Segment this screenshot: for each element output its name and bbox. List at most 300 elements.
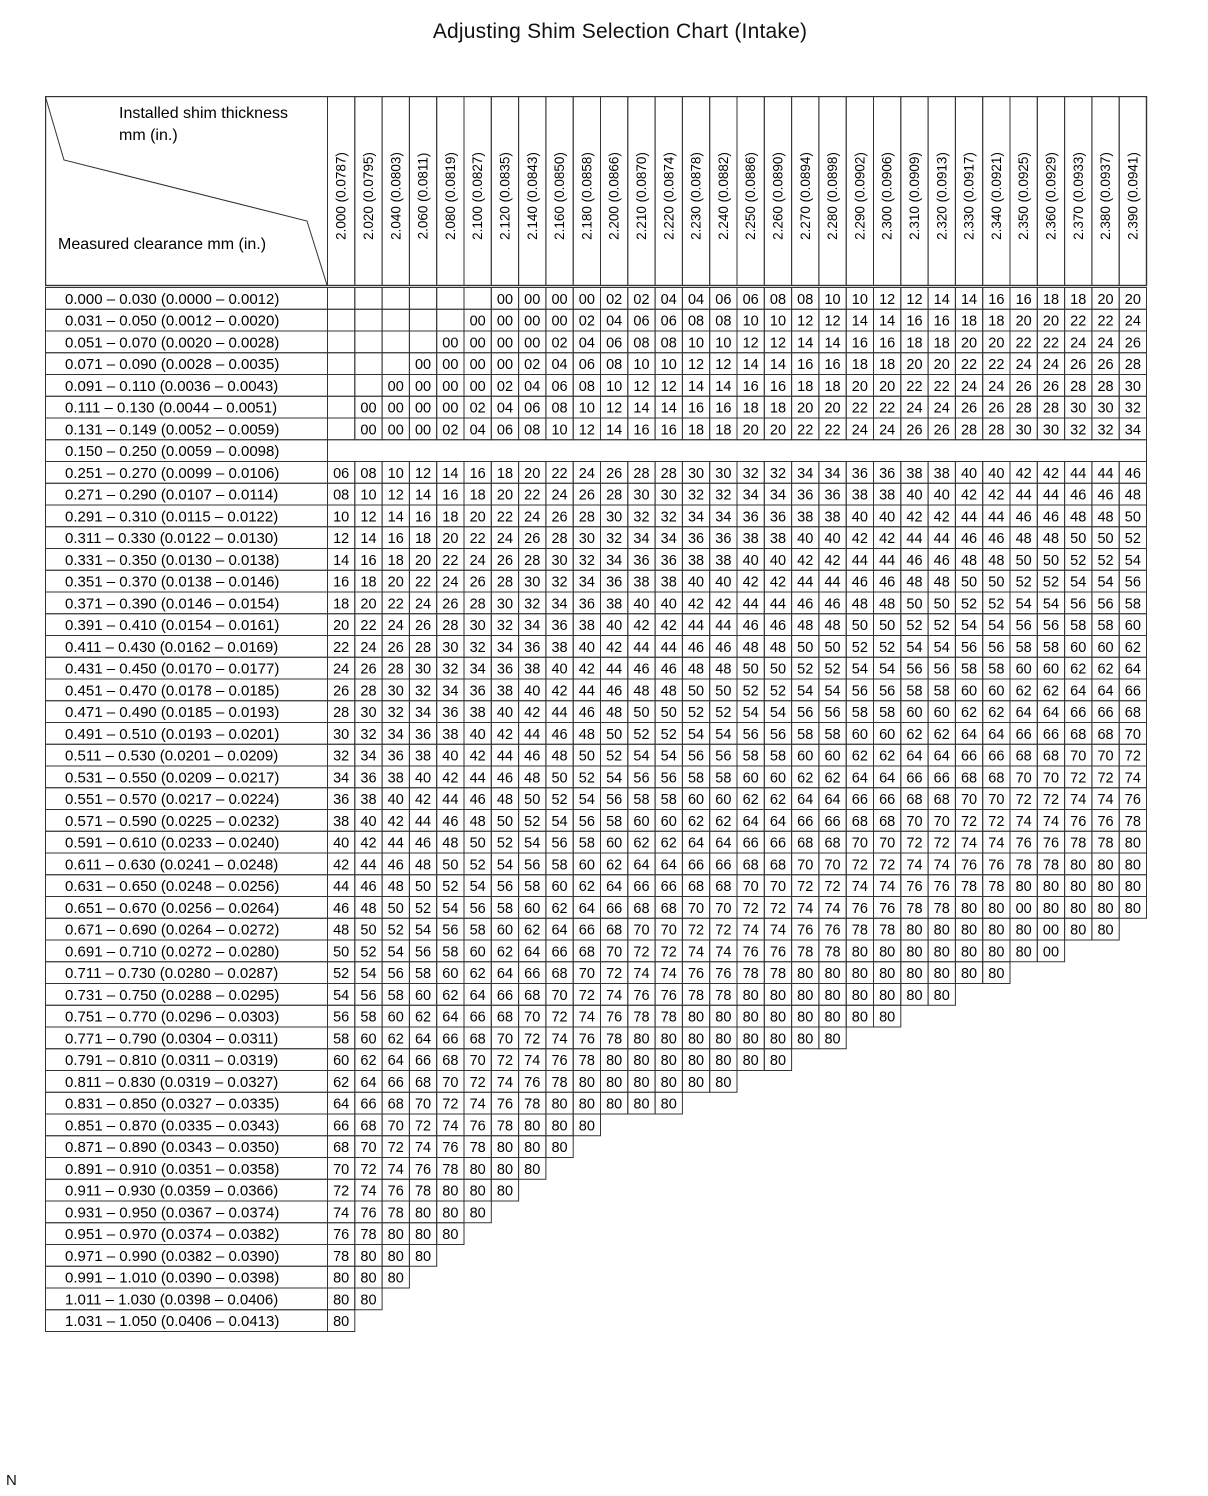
shim-number: 68 [333, 1140, 350, 1156]
shim-number: 78 [633, 1009, 650, 1026]
shim-number: 80 [960, 966, 978, 982]
table-row [46, 1049, 792, 1071]
shim-number: 64 [360, 1074, 377, 1091]
shim-number: 16 [469, 465, 486, 482]
shim-number: 22 [496, 509, 514, 526]
shim-number: 64 [1124, 661, 1141, 678]
shim-number: 66 [906, 770, 923, 787]
shim-number: 80 [1097, 879, 1114, 895]
shim-number: 66 [469, 1009, 486, 1026]
shim-number: 04 [524, 378, 541, 395]
shim-number: 60 [715, 792, 732, 808]
shim-number: 80 [1097, 857, 1114, 874]
column-header-label: 2.020 (0.0795) [360, 152, 376, 240]
row-label: 0.931 – 0.950 (0.0367 – 0.0374) [65, 1204, 280, 1222]
blank-cell [409, 309, 436, 331]
shim-number: 80 [906, 966, 923, 982]
shim-number: 26 [469, 574, 486, 591]
shim-number: 40 [633, 596, 650, 613]
shim-number: 80 [606, 1074, 623, 1091]
shim-number: 78 [1070, 835, 1087, 852]
shim-number: 30 [524, 574, 541, 591]
measured-clearance-label: Measured clearance mm (in.) [58, 236, 267, 253]
shim-number: 08 [333, 487, 350, 504]
shim-number: 44 [797, 574, 814, 591]
shim-number: 46 [1042, 509, 1060, 526]
shim-number: 08 [660, 335, 677, 352]
shim-number: 56 [360, 987, 377, 1004]
shim-number: 10 [742, 313, 759, 330]
shim-number: 06 [578, 357, 595, 373]
shim-number: 40 [387, 792, 404, 808]
shim-number: 36 [769, 509, 787, 526]
table-row [46, 288, 1147, 310]
shim-number: 04 [606, 313, 623, 330]
shim-number: 60 [496, 922, 514, 939]
shim-number: 80 [333, 1292, 350, 1309]
shim-number: 62 [824, 770, 841, 787]
shim-number: 26 [333, 683, 350, 700]
shim-number: 80 [960, 900, 978, 917]
shim-number: 54 [906, 639, 923, 656]
shim-number: 74 [524, 1053, 541, 1069]
shim-number: 64 [1070, 683, 1087, 700]
shim-number: 48 [524, 770, 541, 787]
shim-number: 46 [660, 661, 677, 678]
shim-number: 10 [578, 400, 595, 417]
row-label: 0.571 – 0.590 (0.0225 – 0.0232) [65, 812, 280, 830]
shim-number: 80 [469, 1183, 486, 1200]
shim-number: 32 [333, 748, 350, 765]
shim-number: 62 [660, 835, 677, 852]
shim-number: 26 [496, 552, 514, 569]
shim-number: 44 [606, 661, 623, 678]
table-row [46, 505, 1147, 527]
shim-number: 80 [769, 1031, 787, 1048]
shim-number: 24 [906, 400, 923, 417]
shim-number: 20 [851, 378, 868, 395]
shim-number: 10 [633, 357, 650, 373]
shim-number: 34 [742, 487, 759, 504]
shim-number: 00 [524, 291, 541, 308]
shim-number: 08 [797, 291, 814, 308]
shim-number: 74 [824, 900, 841, 917]
shim-number: 08 [606, 357, 623, 373]
shim-number: 64 [824, 792, 841, 808]
shim-number: 80 [879, 944, 896, 961]
shim-number: 76 [524, 1074, 541, 1091]
shim-number: 68 [1015, 748, 1032, 765]
shim-number: 02 [442, 422, 459, 439]
shim-number: 28 [1070, 378, 1087, 395]
shim-number: 80 [933, 966, 950, 982]
shim-number: 72 [960, 813, 978, 830]
shim-number: 24 [960, 378, 978, 395]
shim-number: 80 [933, 944, 950, 961]
shim-number: 14 [660, 400, 677, 417]
shim-number: 80 [742, 987, 759, 1004]
shim-number: 54 [1124, 552, 1141, 569]
shim-number: 28 [387, 661, 404, 678]
shim-number: 60 [797, 748, 814, 765]
shim-number: 40 [906, 487, 923, 504]
shim-number: 26 [1042, 378, 1060, 395]
shim-number: 80 [851, 944, 868, 961]
shim-number: 16 [824, 357, 841, 373]
shim-number: 80 [496, 1161, 514, 1178]
shim-number: 68 [496, 1009, 514, 1026]
blank-cell [382, 309, 409, 331]
column-header-label: 2.260 (0.0890) [770, 152, 786, 240]
shim-number: 50 [606, 726, 623, 743]
shim-number: 18 [879, 357, 896, 373]
column-header-label: 2.230 (0.0878) [688, 152, 704, 240]
shim-number: 80 [960, 944, 978, 961]
shim-number: 80 [742, 1053, 759, 1069]
shim-number: 50 [824, 639, 841, 656]
shim-number: 12 [360, 509, 377, 526]
shim-number: 22 [906, 378, 923, 395]
shim-number: 58 [660, 792, 677, 808]
shim-number: 34 [414, 705, 432, 721]
shim-number: 10 [851, 291, 868, 308]
blank-cell [437, 288, 464, 310]
shim-number: 46 [524, 748, 541, 765]
shim-number: 74 [633, 966, 650, 982]
shim-number: 36 [333, 792, 350, 808]
shim-number: 62 [715, 813, 732, 830]
shim-number: 74 [360, 1183, 377, 1200]
shim-number: 36 [687, 531, 705, 547]
column-header-label: 2.240 (0.0882) [715, 152, 731, 240]
shim-number: 76 [715, 966, 732, 982]
shim-number: 54 [360, 966, 377, 982]
shim-number: 14 [687, 378, 705, 395]
shim-number: 52 [933, 618, 950, 634]
shim-number: 22 [414, 574, 432, 591]
shim-number: 04 [496, 400, 514, 417]
shim-number: 28 [414, 639, 432, 656]
shim-number: 28 [496, 574, 514, 591]
shim-number: 22 [988, 357, 1005, 373]
shim-number: 36 [578, 596, 595, 613]
shim-number: 36 [387, 748, 404, 765]
shim-number: 68 [387, 1096, 404, 1113]
shim-number: 80 [988, 966, 1005, 982]
table-row [46, 831, 1147, 853]
blank-cell [355, 331, 382, 353]
shim-number: 80 [442, 1227, 459, 1243]
shim-number: 72 [715, 922, 732, 939]
shim-number: 44 [879, 552, 896, 569]
shim-number: 16 [933, 313, 950, 330]
shim-number: 52 [1124, 531, 1141, 547]
shim-number: 70 [1042, 770, 1060, 787]
shim-number: 80 [824, 1009, 841, 1026]
shim-number: 48 [851, 596, 868, 613]
shim-number: 06 [715, 291, 732, 308]
shim-number: 78 [442, 1161, 459, 1178]
shim-number: 40 [606, 618, 623, 634]
shim-number: 58 [1042, 639, 1060, 656]
shim-number: 10 [660, 357, 677, 373]
shim-number: 68 [797, 835, 814, 852]
shim-number: 14 [879, 313, 896, 330]
shim-number: 78 [551, 1074, 568, 1091]
shim-number: 42 [824, 552, 841, 569]
shim-number: 40 [660, 596, 677, 613]
shim-number: 50 [442, 857, 459, 874]
shim-number: 52 [387, 922, 404, 939]
shim-number: 72 [879, 857, 896, 874]
shim-number: 68 [988, 770, 1005, 787]
row-label: 0.651 – 0.670 (0.0256 – 0.0264) [65, 899, 280, 917]
shim-number: 80 [797, 987, 814, 1004]
row-label: 0.391 – 0.410 (0.0154 – 0.0161) [65, 617, 280, 634]
shim-number: 68 [442, 1053, 459, 1069]
table-row [46, 984, 956, 1006]
shim-number: 00 [469, 357, 486, 373]
shim-number: 00 [524, 335, 541, 352]
shim-number: 56 [824, 705, 841, 721]
shim-number: 64 [333, 1096, 350, 1113]
column-header-label: 2.350 (0.0925) [1016, 152, 1032, 240]
shim-number: 18 [1042, 291, 1060, 308]
shim-number: 22 [442, 552, 459, 569]
shim-number: 44 [742, 596, 759, 613]
shim-number: 42 [469, 748, 486, 765]
shim-number: 42 [551, 683, 568, 700]
shim-number: 10 [687, 335, 705, 352]
shim-number: 46 [442, 813, 459, 830]
shim-number: 22 [933, 378, 950, 395]
shim-number: 62 [414, 1009, 432, 1026]
shim-number: 68 [824, 835, 841, 852]
shim-number: 80 [715, 1009, 732, 1026]
shim-number: 44 [1070, 465, 1087, 482]
shim-number: 78 [797, 944, 814, 961]
shim-number: 18 [715, 422, 732, 439]
shim-number: 54 [1042, 596, 1060, 613]
shim-number: 24 [333, 661, 350, 678]
shim-number: 60 [414, 987, 432, 1004]
shim-number: 64 [469, 987, 486, 1004]
shim-number: 70 [1070, 748, 1087, 765]
shim-number: 14 [824, 335, 841, 352]
shim-number: 32 [414, 683, 432, 700]
shim-number: 74 [469, 1096, 486, 1113]
shim-number: 02 [578, 313, 595, 330]
shim-number: 80 [824, 987, 841, 1004]
shim-number: 66 [687, 857, 705, 874]
shim-number: 54 [442, 900, 459, 917]
shim-number: 80 [1015, 944, 1032, 961]
column-header-label: 2.380 (0.0937) [1098, 152, 1114, 240]
shim-number: 10 [824, 291, 841, 308]
shim-number: 54 [988, 618, 1005, 634]
shim-number: 40 [715, 574, 732, 591]
shim-number: 44 [1042, 487, 1060, 504]
shim-number: 62 [960, 705, 978, 721]
shim-number: 00 [551, 291, 568, 308]
shim-number: 72 [606, 966, 623, 982]
shim-number: 24 [551, 487, 568, 504]
shim-number: 46 [387, 857, 404, 874]
table-row [46, 549, 1147, 571]
shim-number: 36 [414, 726, 432, 743]
shim-number: 80 [1015, 879, 1032, 895]
shim-number: 12 [633, 378, 650, 395]
blank-cell [355, 375, 382, 397]
row-label: 0.331 – 0.350 (0.0130 – 0.0138) [65, 551, 280, 569]
shim-number: 80 [387, 1227, 404, 1243]
shim-number: 70 [797, 857, 814, 874]
shim-number: 66 [715, 857, 732, 874]
shim-number: 60 [660, 813, 677, 830]
shim-number: 36 [496, 661, 514, 678]
shim-number: 28 [1015, 400, 1032, 417]
shim-number: 80 [769, 1009, 787, 1026]
shim-number: 66 [578, 922, 595, 939]
shim-number: 72 [1042, 792, 1060, 808]
table-row [46, 614, 1147, 636]
shim-number: 72 [824, 879, 841, 895]
shim-number: 42 [442, 770, 459, 787]
shim-number: 42 [360, 835, 377, 852]
shim-number: 56 [988, 639, 1005, 656]
shim-number: 64 [960, 726, 978, 743]
shim-number: 10 [360, 487, 377, 504]
shim-number: 80 [524, 1118, 541, 1135]
table-body [46, 288, 1147, 1332]
shim-number: 42 [879, 531, 896, 547]
blank-cell [464, 288, 491, 310]
shim-number: 24 [1070, 335, 1087, 352]
row-label: 0.951 – 0.970 (0.0374 – 0.0382) [65, 1226, 280, 1243]
shim-number: 70 [1124, 726, 1141, 743]
shim-number: 80 [1124, 857, 1141, 874]
shim-number: 62 [1015, 683, 1032, 700]
shim-number: 48 [879, 596, 896, 613]
shim-number: 14 [769, 357, 787, 373]
table-row [46, 744, 1147, 766]
shim-number: 72 [414, 1118, 432, 1135]
shim-number: 48 [360, 900, 377, 917]
shim-number: 16 [360, 552, 377, 569]
shim-number: 66 [824, 813, 841, 830]
shim-number: 66 [960, 748, 978, 765]
shim-number: 18 [687, 422, 705, 439]
shim-number: 54 [933, 639, 950, 656]
shim-number: 22 [387, 596, 404, 613]
shim-number: 28 [960, 422, 978, 439]
shim-number: 72 [933, 835, 950, 852]
shim-number: 50 [960, 574, 978, 591]
shim-number: 00 [469, 335, 486, 352]
shim-number: 54 [797, 683, 814, 700]
shim-number: 72 [797, 879, 814, 895]
shim-number: 66 [442, 1031, 459, 1048]
column-header-label: 2.160 (0.0850) [552, 152, 568, 240]
column-header-label: 2.340 (0.0921) [988, 152, 1004, 240]
shim-number: 66 [606, 900, 623, 917]
row-label: 0.000 – 0.030 (0.0000 – 0.0012) [65, 290, 280, 308]
shim-number: 62 [496, 944, 514, 961]
shim-number: 78 [769, 966, 787, 982]
shim-number: 58 [769, 748, 787, 765]
shim-number: 64 [606, 879, 623, 895]
shim-number: 74 [879, 879, 896, 895]
shim-number: 32 [687, 487, 705, 504]
shim-number: 40 [442, 748, 459, 765]
row-label: 0.131 – 0.149 (0.0052 – 0.0059) [65, 421, 280, 439]
shim-number: 78 [906, 900, 923, 917]
shim-number: 14 [933, 291, 950, 308]
shim-number: 64 [414, 1031, 432, 1048]
shim-number: 42 [496, 726, 514, 743]
shim-number: 12 [578, 422, 595, 439]
shim-number: 48 [906, 574, 923, 591]
shim-number: 06 [606, 335, 623, 352]
shim-number: 46 [960, 531, 978, 547]
shim-number: 12 [387, 487, 404, 504]
shim-number: 00 [414, 422, 432, 439]
shim-number: 10 [387, 465, 404, 482]
table-row [46, 723, 1147, 745]
shim-number: 18 [496, 465, 514, 482]
shim-number: 76 [333, 1227, 350, 1243]
shim-number: 70 [606, 944, 623, 961]
shim-number: 00 [1042, 944, 1060, 961]
shim-number: 28 [988, 422, 1005, 439]
shim-number: 26 [906, 422, 923, 439]
shim-number: 20 [769, 422, 787, 439]
shim-number: 42 [797, 552, 814, 569]
shim-number: 76 [906, 879, 923, 895]
shim-number: 24 [524, 509, 541, 526]
shim-number: 42 [960, 487, 978, 504]
row-label: 0.511 – 0.530 (0.0201 – 0.0209) [65, 747, 279, 765]
shim-number: 38 [879, 487, 896, 504]
shim-number: 80 [551, 1096, 568, 1113]
shim-number: 04 [578, 335, 595, 352]
shim-number: 00 [524, 313, 541, 330]
table-row [46, 592, 1147, 614]
shim-number: 62 [879, 748, 896, 765]
shim-number: 72 [633, 944, 650, 961]
shim-number: 42 [933, 509, 950, 526]
shim-number: 68 [687, 879, 705, 895]
shim-number: 48 [742, 639, 759, 656]
shim-number: 80 [606, 1096, 623, 1113]
shim-number: 52 [879, 639, 896, 656]
shim-number: 48 [606, 705, 623, 721]
shim-number: 78 [824, 944, 841, 961]
shim-number: 14 [797, 335, 814, 352]
shim-number: 50 [414, 879, 432, 895]
shim-number: 20 [933, 357, 950, 373]
shim-number: 06 [742, 291, 759, 308]
shim-number: 26 [988, 400, 1005, 417]
shim-number: 22 [360, 618, 377, 634]
shim-number: 62 [333, 1074, 350, 1091]
shim-number: 52 [578, 770, 595, 787]
shim-number: 52 [906, 618, 923, 634]
shim-number: 36 [742, 509, 759, 526]
shim-number: 24 [469, 552, 486, 569]
shim-number: 22 [824, 422, 841, 439]
shim-number: 40 [960, 465, 978, 482]
